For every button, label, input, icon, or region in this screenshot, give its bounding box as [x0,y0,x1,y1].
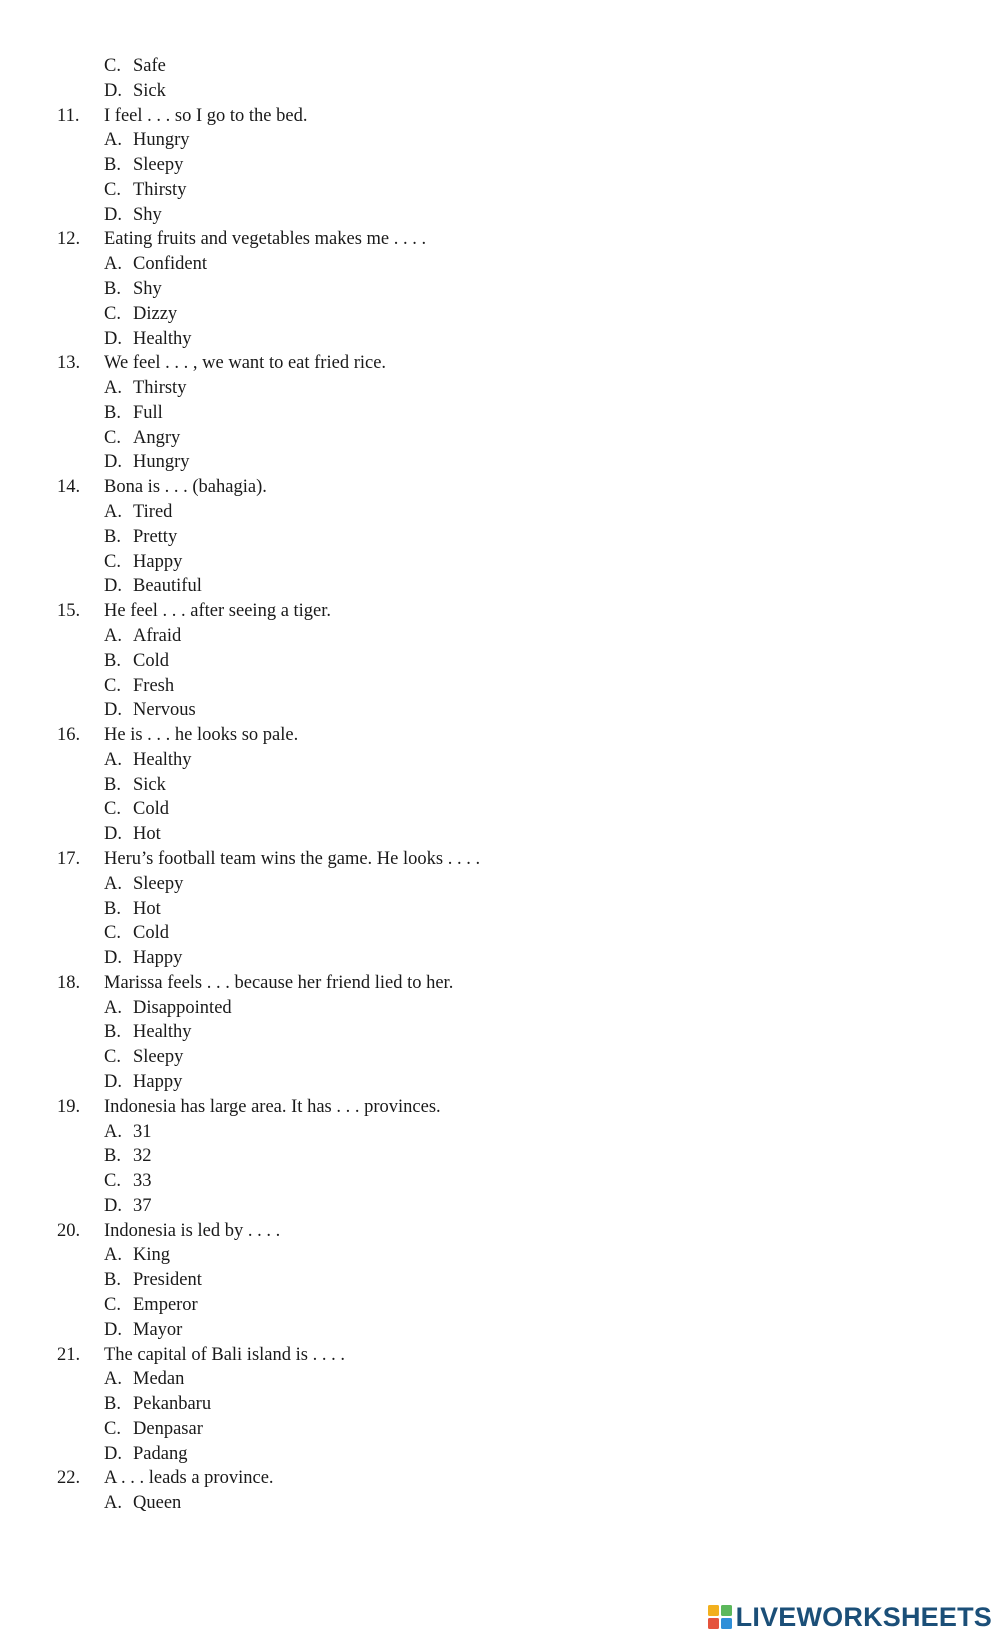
option-letter: C. [104,551,121,572]
option-text: Denpasar [133,1418,203,1439]
option-letter: C. [104,56,121,76]
option-letter: C. [104,675,121,696]
option-text: Nervous [133,700,196,721]
question-text: Indonesia has large area. It has . . . provinces. [104,1096,441,1117]
option-letter: D. [104,1443,122,1464]
option-letter: A. [104,749,122,770]
question-number: 13. [57,353,81,374]
option-text: Cold [133,923,169,944]
option-letter: A. [104,502,122,523]
option-letter: A. [104,873,122,894]
option-text: Dizzy [133,303,178,324]
option-letter: D. [104,80,122,101]
option-text: Confident [133,254,207,275]
option-letter: D. [104,576,122,597]
option-letter: D. [104,700,122,721]
option-letter: B. [104,1394,121,1415]
option-text: Cold [133,799,169,820]
option-text: Sleepy [133,873,184,894]
option-text: Queen [133,1493,182,1514]
option-letter: C. [104,923,121,944]
option-letter: D. [104,204,122,225]
option-text: 37 [133,1195,152,1216]
option-text: Sleepy [133,1047,184,1068]
question-text: The capital of Bali island is . . . . [104,1344,345,1365]
question-text: He is . . . he looks so pale. [104,725,299,746]
option-letter: A. [104,1245,122,1266]
question-number: 20. [57,1220,81,1241]
option-text: Beautiful [133,576,202,597]
option-letter: A. [104,1369,122,1390]
question-text: We feel . . . , we want to eat fried rice. [104,353,387,374]
option-text: Medan [133,1369,185,1390]
option-letter: A. [104,254,122,275]
option-text: President [133,1270,202,1291]
option-text: Shy [133,204,162,225]
option-text: Happy [133,1071,183,1092]
option-text: King [133,1245,170,1266]
option-letter: B. [104,402,121,423]
option-text: Healthy [133,328,192,349]
option-text: Pekanbaru [133,1394,212,1415]
question-number: 14. [57,477,81,498]
option-letter: A. [104,378,122,399]
option-letter: B. [104,1146,121,1167]
option-letter: B. [104,650,121,671]
option-text: Hot [133,824,161,845]
option-text: Shy [133,279,162,300]
option-text: 31 [133,1121,152,1142]
option-text: Fresh [133,675,175,696]
question-text: Bona is . . . (bahagia). [104,477,267,498]
option-letter: C. [104,799,121,820]
option-letter: D. [104,948,122,969]
option-letter: D. [104,452,122,473]
option-text: Sick [133,774,166,795]
option-letter: C. [104,179,121,200]
question-number: 19. [57,1096,81,1117]
option-text: Healthy [133,1022,192,1043]
liveworksheets-logo-icon [707,1604,733,1630]
option-text: Emperor [133,1295,198,1315]
brand-name: LIVEWORKSHEETS [735,1601,992,1632]
option-letter: B. [104,279,121,300]
option-letter: B. [104,1270,121,1291]
option-letter: D. [104,1195,122,1216]
option-letter: A. [104,130,122,151]
option-text: Padang [133,1443,188,1464]
question-text: Indonesia is led by . . . . [104,1220,281,1241]
option-text: Sick [133,80,166,101]
option-letter: C. [104,427,121,448]
option-letter: C. [104,1295,121,1315]
option-letter: D. [104,1319,122,1340]
option-text: Sleepy [133,155,184,176]
option-text: Hungry [133,130,190,151]
option-letter: C. [104,1171,121,1192]
liveworksheets-branding[interactable] [707,1600,992,1634]
option-letter: B. [104,526,121,547]
option-letter: D. [104,1071,122,1092]
question-number: 21. [57,1344,81,1365]
option-text: 33 [133,1171,152,1192]
option-text: Angry [133,427,181,448]
option-text: Cold [133,650,169,671]
option-letter: B. [104,774,121,795]
option-text: Tired [133,502,173,523]
option-letter: D. [104,328,122,349]
question-number: 22. [57,1468,81,1489]
question-text: He feel . . . after seeing a tiger. [104,601,332,622]
option-letter: A. [104,625,122,646]
option-letter: A. [104,1121,122,1142]
question-number: 11. [57,105,80,126]
option-letter: C. [104,1418,121,1439]
question-text: Marissa feels . . . because her friend lied to her. [104,972,454,993]
option-text: Healthy [133,749,192,770]
option-text: Thirsty [133,179,187,200]
option-text: Safe [133,56,166,76]
option-text: 32 [133,1146,152,1167]
option-letter: B. [104,898,121,919]
option-letter: A. [104,997,122,1018]
option-text: Thirsty [133,378,187,399]
option-text: Hungry [133,452,190,473]
option-letter: B. [104,155,121,176]
option-text: Afraid [133,625,182,646]
option-letter: C. [104,1047,121,1068]
question-number: 15. [57,601,81,622]
question-number: 17. [57,848,81,869]
question-text: A . . . leads a province. [104,1468,274,1489]
question-text: Heru’s football team wins the game. He looks . . . . [104,848,481,869]
question-text: I feel . . . so I go to the bed. [104,105,308,126]
question-number: 18. [57,972,81,993]
option-letter: A. [104,1493,122,1514]
question-number: 12. [57,229,81,250]
option-text: Disappointed [133,997,232,1018]
option-letter: C. [104,303,121,324]
option-text: Pretty [133,526,178,547]
option-letter: D. [104,824,122,845]
question-text: Eating fruits and vegetables makes me . . . . [104,229,427,250]
option-text: Happy [133,551,183,572]
question-number: 16. [57,725,81,746]
option-text: Mayor [133,1319,183,1340]
option-text: Happy [133,948,183,969]
option-letter: B. [104,1022,121,1043]
option-text: Full [133,402,163,423]
option-text: Hot [133,898,161,919]
